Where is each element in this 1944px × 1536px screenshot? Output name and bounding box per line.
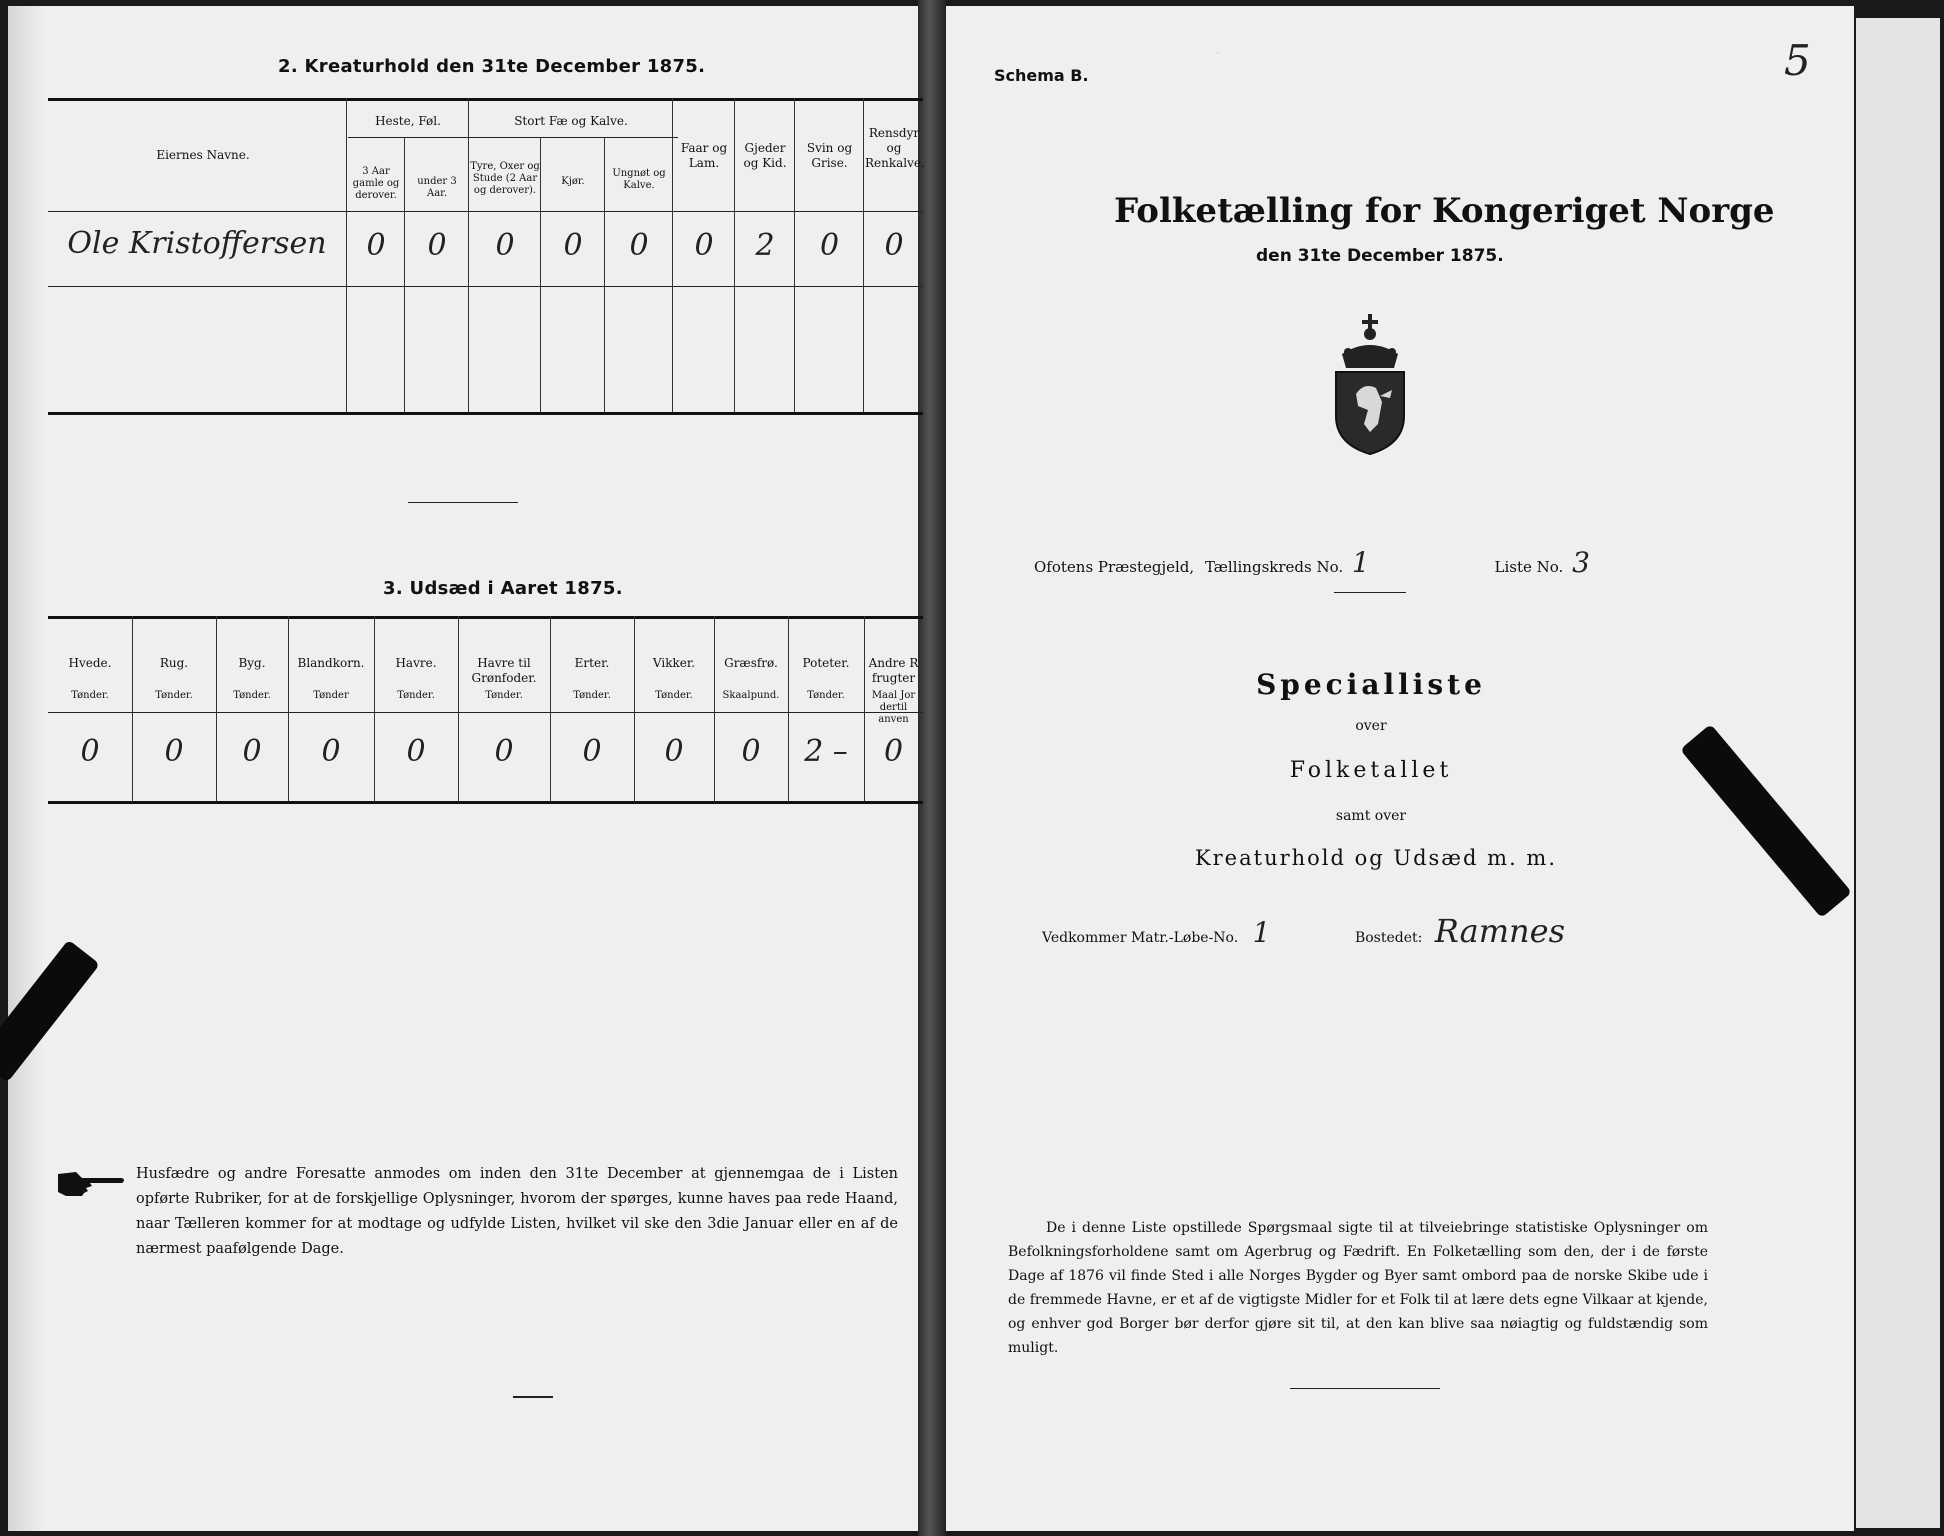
udsaed-value: 0 xyxy=(164,734,184,769)
table2-top-rule xyxy=(48,98,923,101)
section3-title: 3. Udsæd i Aaret 1875. xyxy=(383,578,623,599)
table3-col xyxy=(132,616,133,801)
district-line xyxy=(1034,546,1794,579)
census-title: Folketælling for Kongeriget Norge xyxy=(1114,191,1775,231)
udsaed-col-unit: Tønder. xyxy=(485,690,523,701)
value-gjeder: 2 xyxy=(755,228,775,263)
udsaed-col-unit: Tønder. xyxy=(397,690,435,701)
udsaed-col-unit: Tønder. xyxy=(807,690,845,701)
udsaed-col-label: Erter. xyxy=(574,656,610,670)
bottom-dash xyxy=(513,1396,553,1398)
matr-label: Vedkommer Matr.-Løbe-No. xyxy=(1042,930,1239,946)
over-1: over xyxy=(1355,718,1387,734)
value-kjor: 0 xyxy=(563,228,583,263)
table3-col xyxy=(216,616,217,801)
udsaed-col-label: Blandkorn. xyxy=(297,656,365,670)
table2-col xyxy=(468,98,469,412)
udsaed-value: 0 xyxy=(741,734,761,769)
value-ungnot: 0 xyxy=(629,228,649,263)
udsaed-value: 0 xyxy=(664,734,684,769)
udsaed-col-label: Græsfrø. xyxy=(724,656,778,670)
samt-over: samt over xyxy=(1335,808,1407,824)
udsaed-value: 0 xyxy=(494,734,514,769)
udsaed-col-label: Rug. xyxy=(159,656,189,670)
left-margin-shadow xyxy=(8,6,44,1531)
specialliste-title: Specialliste xyxy=(1256,668,1486,701)
table2-col xyxy=(540,137,541,412)
header-faar: Faar og Lam. xyxy=(680,141,728,170)
header-heste-sub2: under 3 Aar. xyxy=(417,176,457,199)
udsaed-col-unit: Tønder. xyxy=(573,690,611,701)
schema-label: Schema B. xyxy=(994,66,1089,85)
owner-name: Ole Kristoffersen xyxy=(67,226,327,261)
udsaed-col-label: Havre til Grønfoder. xyxy=(471,656,537,685)
header-heste: Heste, Føl. xyxy=(375,114,441,128)
udsaed-value: 0 xyxy=(883,734,904,769)
bleed-text: · xyxy=(1216,46,1220,60)
value-svin: 0 xyxy=(819,228,840,263)
table2-col xyxy=(734,98,735,412)
header-stort-sub2: Kjør. xyxy=(561,176,585,187)
table2-col xyxy=(404,137,405,412)
header-heste-sub1: 3 Aar gamle og derover. xyxy=(352,166,400,201)
table2-col xyxy=(346,98,347,412)
table2-col xyxy=(604,137,605,412)
value-heste-3aar: 0 xyxy=(366,228,386,263)
header-stort: Stort Fæ og Kalve. xyxy=(514,114,628,128)
explanatory-paragraph: De i denne Liste opstillede Spørgsmaal sigte til at tilveiebringe statistiske Oplysninger om Befolkningsforholdene samt om Agerbrug og Fædrift. En Folketælling som den, der i de første Dage af 1876 vil finde Sted i alle Norges Bygder og Byer samt ombord paa de norske Skibe ude i de fremmede Havne, er et af de vigtigste Midler for et Folk til at lære dets egne Vilkaar at kjende, og enhver god Borger bør derfor gjøre sit til, at den kan blive saa nøiagtig og fuldstændig som muligt. xyxy=(1008,1220,1708,1356)
header-stort-sub3: Ungnøt og Kalve. xyxy=(612,168,666,191)
census-date: den 31te December 1875. xyxy=(1256,246,1504,266)
udsaed-col-label: Hvede. xyxy=(68,656,112,670)
matr-line xyxy=(1042,912,1802,950)
udsaed-col-label: Vikker. xyxy=(652,656,696,670)
liste-number: 3 xyxy=(1572,546,1590,579)
value-tyre: 0 xyxy=(495,228,515,263)
table3-col xyxy=(374,616,375,801)
right-page xyxy=(946,6,1854,1531)
matr-number: 1 xyxy=(1252,916,1271,949)
table3-col xyxy=(714,616,715,801)
udsaed-value: 2 – xyxy=(804,734,848,769)
table3-col xyxy=(288,616,289,801)
page-number: 5 xyxy=(1784,36,1811,85)
udsaed-col-label: Andre R frugter xyxy=(868,656,919,685)
udsaed-col-label: Havre. xyxy=(395,656,437,670)
udsaed-col-unit: Tønder. xyxy=(233,690,271,701)
folketallet: Folketallet xyxy=(1289,758,1453,783)
table3-col xyxy=(634,616,635,801)
value-rensdyr: 0 xyxy=(884,228,904,263)
udsaed-col-label: Poteter. xyxy=(802,656,850,670)
kreds-label: Tællingskreds No. xyxy=(1204,558,1344,576)
kreds-number: 1 xyxy=(1351,546,1370,579)
udsaed-col-unit: Tønder. xyxy=(655,690,693,701)
parish-label: Ofotens Præstegjeld, xyxy=(1034,558,1195,576)
left-page xyxy=(8,6,925,1531)
table3-bottom-rule xyxy=(48,801,923,804)
bosted-value: Ramnes xyxy=(1434,912,1566,950)
udsaed-col-unit: Tønder. xyxy=(71,690,109,701)
udsaed-value: 0 xyxy=(80,734,100,769)
rule-after-district xyxy=(1334,592,1406,593)
table2-sub-rule xyxy=(348,137,678,138)
udsaed-value: 0 xyxy=(406,734,426,769)
header-owner: Eiernes Navne. xyxy=(156,148,250,162)
separator-rule xyxy=(408,502,518,503)
norwegian-coat-of-arms-icon xyxy=(1320,306,1420,456)
udsaed-col-unit: Skaalpund. xyxy=(722,690,780,701)
udsaed-value: 0 xyxy=(321,734,341,769)
udsaed-value: 0 xyxy=(582,734,602,769)
header-stort-sub1: Tyre, Oxer og Stude (2 Aar og derover). xyxy=(470,161,540,196)
table2-row-rule xyxy=(48,286,923,287)
table2-col xyxy=(672,98,673,412)
header-rensdyr: Rensdyr og Renkalve. xyxy=(865,126,925,170)
next-page-edge xyxy=(1784,18,1940,1528)
kreaturhold-line: Kreaturhold og Udsæd m. m. xyxy=(1194,846,1558,870)
table2-col xyxy=(794,98,795,412)
udsaed-col-label: Byg. xyxy=(238,656,266,670)
header-gjeder: Gjeder og Kid. xyxy=(743,141,787,170)
notice-text: Husfædre og andre Foresatte anmodes om inden den 31te December at gjennemgaa de i Listen opførte Rubriker, for at de forskjellige Oplysninger, hvorom der spørges, kunne haves paa rede Haand, naar Tælleren kommer for at modtage og udfylde Listen, hvilket vil ske den 3die Januar eller en af de nærmest paafølgende Dage. xyxy=(136,1166,898,1257)
udsaed-col-unit: Tønder xyxy=(313,690,349,701)
bosted-label: Bostedet: xyxy=(1354,930,1423,946)
table3-col xyxy=(458,616,459,801)
table3-col xyxy=(788,616,789,801)
table2-header-bottom xyxy=(48,211,923,212)
value-faar: 0 xyxy=(694,228,714,263)
table2-col xyxy=(863,98,864,412)
udsaed-value: 0 xyxy=(242,734,262,769)
table3-header-bottom xyxy=(48,712,923,713)
bottom-rule xyxy=(1290,1388,1440,1389)
table3-col xyxy=(550,616,551,801)
section2-title: 2. Kreaturhold den 31te December 1875. xyxy=(278,56,706,77)
table2-bottom-rule xyxy=(48,412,923,415)
page-marker-right xyxy=(1680,724,1852,918)
udsaed-col-unit: Tønder. xyxy=(155,690,193,701)
udsaed-col-unit: Maal Jor dertil anven xyxy=(871,690,916,725)
table3-top-rule xyxy=(48,616,923,619)
value-heste-under3: 0 xyxy=(427,228,447,263)
header-svin: Svin og Grise. xyxy=(806,141,853,170)
liste-label: Liste No. xyxy=(1494,558,1564,576)
pointing-hand-icon xyxy=(56,1166,128,1200)
